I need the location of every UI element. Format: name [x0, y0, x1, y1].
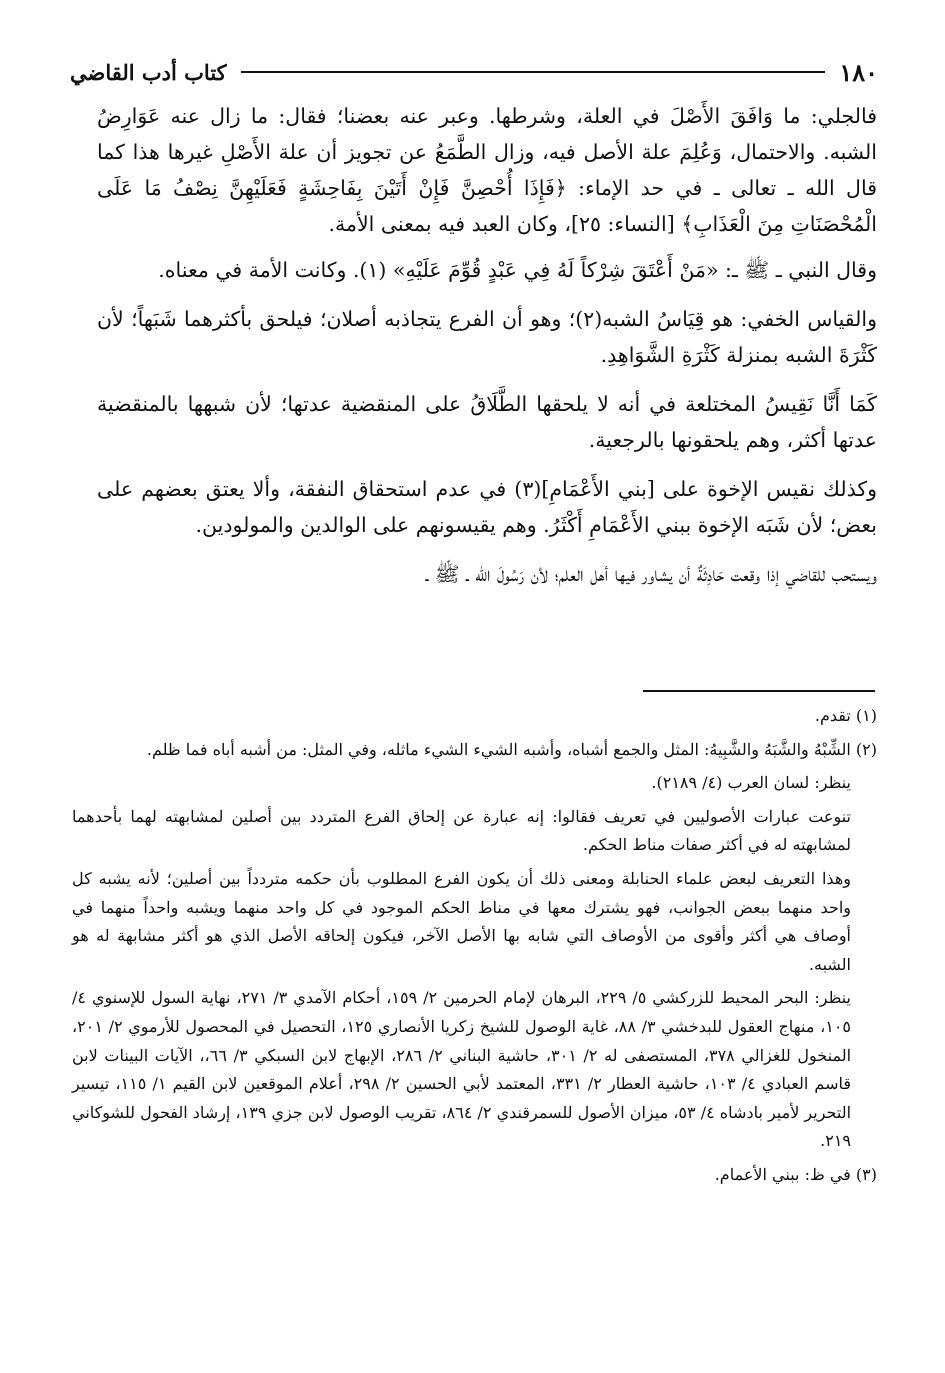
footnote-1: (١) تقدم.: [814, 706, 877, 725]
footnote-2: (٢) الشِّبْهُ والشَّبَهُ والشَّبِيهُ: المثل والجمع أشباه، وأشبه الشيء الشيء ماثله، وفي المثل: من أشبه أباه فما ظلم.: [146, 739, 877, 759]
footnote-2-references: ينظر: البحر المحيط للزركشي ٥/ ٢٢٩، البرهان لإمام الحرمين ٢/ ١٥٩، أحكام الآمدي ٣/ ٢٧١، نهاية السول للإسنوي ٤/ ١٠٥، منهاج العقول للبدخشي ٣/ ٨٨، غاية الوصول للشيخ زكريا الأنصاري ١٢٥، التحصيل في المحصول للأرموي ٢/ ٢٠١، المنخول للغزالي ٣٧٨، المستصفى له ٢/ ٣٠١، حاشية البناني ٢/ ٢٨٦، الإبهاج لابن السبكي ٣/ ٦٦،، الآيات البينات لابن قاسم العبادي ٤/ ١٠٣، حاشية العطار ٢/ ٣٣١، المعتمد لأبي الحسين ٢/ ٢٩٨، أعلام الموقعين لابن القيم ١/ ١١٥، تيسير التحرير لأمير بادشاه ٤/ ٥٣، ميزان الأصول للسمرقندي ٢/ ٨٦٤، تقريب الوصول لابن جزي ١٣٩، إرشاد الفحول للشوكاني ٢١٩.: [72, 988, 852, 1151]
paragraph-mukhtalia: كَمَا أَنَّا نَقِيسُ المختلعة في أنه لا يلحقها الطَّلَاقُ على المنقضية عدتها؛ لأن شبهها بالمنقضية عدتها أكثر، وهم يلحقونها بالرجعية.: [97, 392, 877, 452]
paragraph-hadith: وقال النبي ـ ﷺ ـ: «مَنْ أَعْتَقَ شِرْكاً لَهُ فِي عَبْدٍ قُوِّمَ عَلَيْهِ» (١). وكانت الأمة في معناه.: [158, 258, 877, 282]
paragraph-mashwara: ويستحب للقاضي إذا وقعت حَادِثَةٌ أن يشاور فيها أهل العلم؛ لأن رَسُولَ الله ـ ﷺ ـ: [425, 562, 877, 586]
header-rule: [241, 71, 826, 73]
footnotes: [72, 702, 877, 1195]
paragraph-jali: فالجلي: ما وَافَقَ الأَصْلَ في العلة، وشرطها. وعبر عنه بعضنا؛ فقال: ما زال عنه عَوَارِضُ الشبه. والاحتمال، وَعُلِمَ علة الأصل فيه، وزال الطَّمَعُ عن تجويز أن علة الأَصْلِ غيرها هذا كما قال الله ـ تعالى ـ في حد الإماء: ﴿فَإِذَا أُحْصِنَّ فَإِنْ أَتَيْنَ بِفَاحِشَةٍ فَعَلَيْهِنَّ نِصْفُ مَا عَلَى الْمُحْصَنَاتِ مِنَ الْعَذَابِ﴾ [النساء: ٢٥]، وكان العبد فيه بمعنى الأمة.: [97, 104, 877, 236]
running-title: كتاب أدب القاضي: [70, 59, 227, 85]
main-text: [97, 98, 877, 605]
footnote-2-source: ينظر: لسان العرب (٤/ ٢١٨٩).: [651, 773, 851, 793]
footnote-3: (٣) في ظ: ببني الأعمام.: [714, 1164, 877, 1184]
page-header: [70, 50, 878, 94]
footnote-separator: [643, 690, 875, 692]
paragraph-khafi: والقياس الخفي: هو قِيَاسُ الشبه(٢)؛ وهو أن الفرع يتجاذبه أصلان؛ فيلحق بأكثرهما شَبَهاً؛ لأن كَثْرَةَ الشبه بمنزلة كَثْرَةِ الشَّوَاهِدِ.: [97, 307, 877, 367]
footnote-2-explanation: وهذا التعريف لبعض علماء الحنابلة ومعنى ذلك أن يكون الفرع المطلوب بأن حكمه متردداً بين أصلين؛ لأنه يشبه كل واحد منهما ببعض الجوانب، فهو يشترك معها في مناط الحكم الموجود في كل واحد منهما ويشبه واحداً منهما في أوصاف هي أكثر وأقوى من الأوصاف التي شابه بها الأصل الآخر، فيكون إلحاقه الأصل الذي هو أكثر مشابهة له هو الشبه.: [72, 868, 851, 974]
page-number: ١٨٠: [839, 57, 878, 87]
footnote-2-definition: تنوعت عبارات الأصوليين في تعريف فقالوا: إنه عبارة عن إلحاق الفرع المتردد بين أصلين لمشابهته لهما بأحدهما لمشابهته له في أكثر صفات مناط الحكم.: [72, 806, 851, 855]
paragraph-ikhwa: وكذلك نقيس الإخوة على [بني الأَعْمَامِ](٣) في عدم استحقاق النفقة، وألا يعتق بعضهم على بعض؛ لأن شَبَه الإخوة ببني الأَعْمَامِ أَكْثَرُ. وهم يقيسونهم على الوالدين والمولودين.: [97, 477, 877, 537]
